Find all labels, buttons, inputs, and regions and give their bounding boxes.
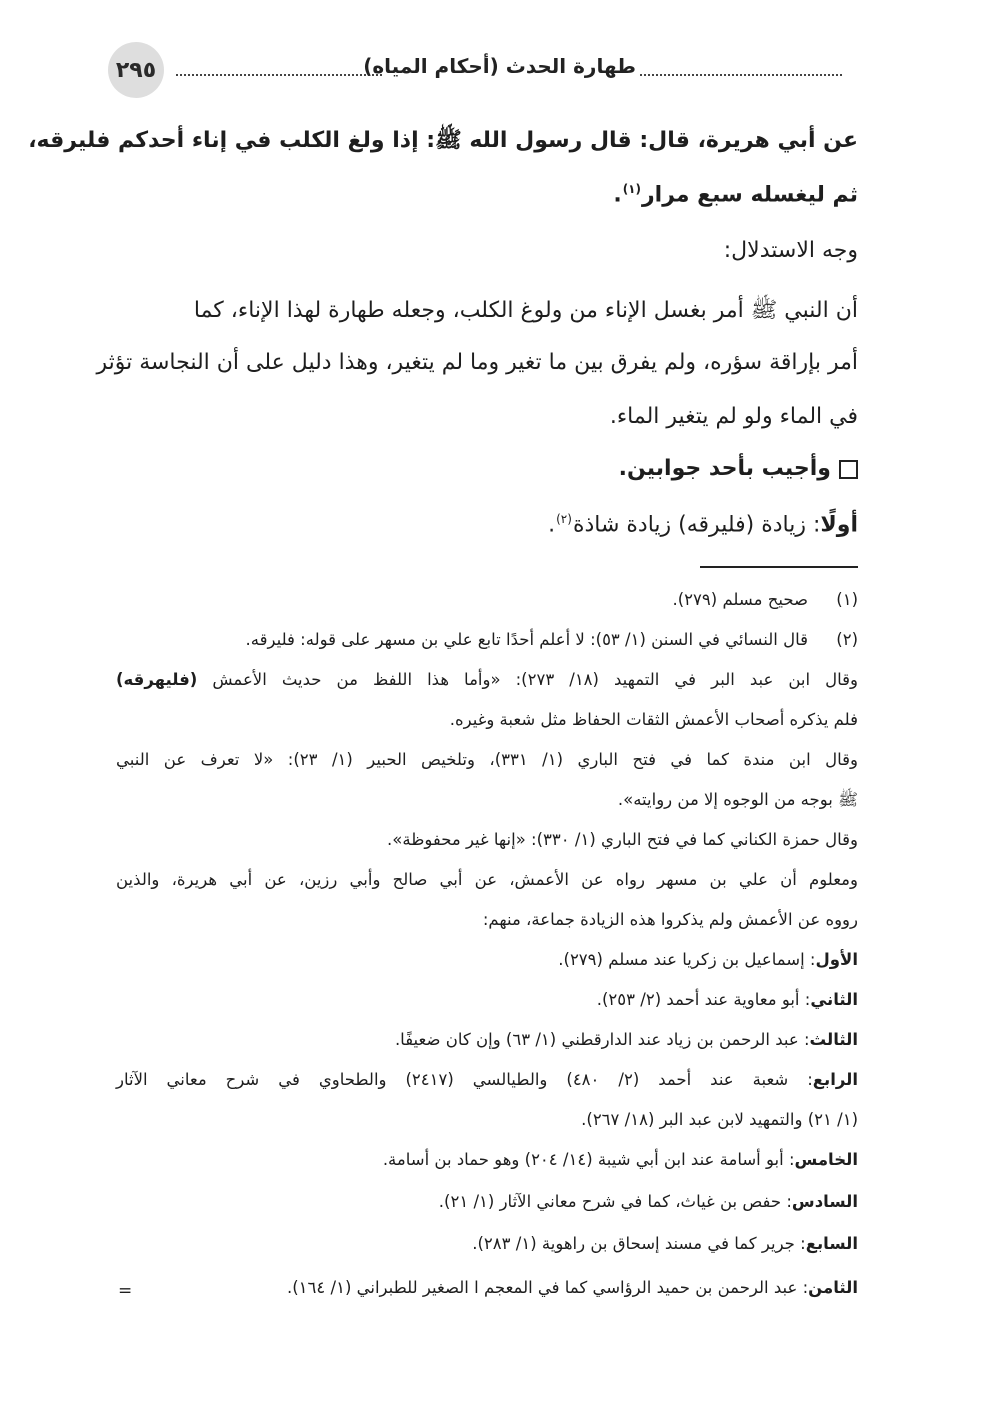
checkbox-square-icon [839, 460, 858, 479]
footnote-2-line-1: قال النسائي في السنن (١/ ٥٣): لا أعلم أحدًا تابع علي بن مسهر على قوله: فليرقه. [245, 630, 808, 649]
answer-heading-text: وأجيب بأحد جوابين. [618, 456, 831, 481]
narrator-list-item-2 [597, 990, 858, 1009]
narrator-text: : شعبة عند أحمد (٢/ ٤٨٠) والطيالسي (٢٤١٧) والطحاوي في شرح معاني الآثار [116, 1070, 813, 1089]
hadith-line-2 [613, 182, 858, 207]
footnote-2-line-6: وقال حمزة الكناني كما في فتح الباري (١/ ٣٣٠): «إنها غير محفوظة». [387, 830, 858, 849]
first-answer-label: أولًا [820, 512, 858, 538]
footnote-ref-1: (١) [622, 182, 641, 196]
footnote-separator [700, 566, 858, 568]
footnote-2-line-8: رووه عن الأعمش ولم يذكروا هذه الزيادة جماعة، منهم: [482, 910, 858, 929]
narrator-text: : حفص بن غياث، كما في شرح معاني الآثار (١/ ٢١). [438, 1192, 792, 1211]
narrator-label: الأول [815, 950, 858, 969]
footnote-2-line-2 [116, 670, 858, 689]
narrator-text: : عبد الرحمن بن زياد عند الدارقطني (١/ ٦٣) وإن كان ضعيفًا. [394, 1030, 810, 1049]
footnote-2-line-2-text: وقال ابن عبد البر في التمهيد (١٨/ ٢٧٣): «وأما هذا اللفظ من حديث الأعمش [212, 670, 859, 689]
footnote-1-text: صحيح مسلم (٢٧٩). [672, 590, 808, 609]
narrator-text: : أبو معاوية عند أحمد (٢/ ٢٥٣). [596, 990, 811, 1009]
period: . [613, 182, 622, 208]
continuation-mark: = [118, 1281, 133, 1301]
answer-heading [619, 456, 858, 481]
header-dotted-leader-right [640, 74, 842, 76]
footnote-2-bold-word: (فليهرقه) [116, 670, 198, 689]
first-answer [548, 512, 858, 537]
hadith-line-1: عن أبي هريرة، قال: قال رسول الله ﷺ: إذا ولغ الكلب في إناء أحدكم فليرقه، [28, 128, 858, 153]
narrator-label: السادس [791, 1192, 858, 1211]
narrator-list-item-1 [558, 950, 858, 969]
period: . [548, 512, 556, 538]
narrator-text: : عبد الرحمن بن حميد الرؤاسي كما في المعجم ا الصغير للطبراني (١/ ١٦٤). [286, 1278, 809, 1297]
narrator-label: الخامس [794, 1150, 858, 1169]
argument-line-2: أمر بإراقة سؤره، ولم يفرق بين ما تغير وما لم يتغير، وهذا دليل على أن النجاسة تؤثر [96, 350, 858, 375]
narrator-list-item-5 [383, 1150, 858, 1169]
narrator-label: الثامن [808, 1278, 858, 1297]
header-dotted-leader-left [176, 74, 382, 76]
narrator-text: : إسماعيل بن زكريا عند مسلم (٢٧٩). [558, 950, 816, 969]
argument-line-3: في الماء ولو لم يتغير الماء. [609, 404, 858, 429]
narrator-list-item-4-continued: (١/ ٢١) والتمهيد لابن عبد البر (١٨/ ٢٦٧). [581, 1110, 858, 1129]
footnote-ref-2: (٢) [556, 512, 572, 526]
narrator-list-item-7 [472, 1234, 858, 1253]
narrator-list-item-8 [287, 1278, 858, 1297]
argument-line-1: أن النبي ﷺ أمر بغسل الإناء من ولوغ الكلب، وجعله طهارة لهذا الإناء، كما [193, 298, 858, 323]
narrator-label: الرابع [812, 1070, 858, 1089]
istidlal-heading: وجه الاستدلال: [723, 238, 858, 263]
footnote-2-number: (٢) [836, 630, 858, 649]
narrator-text: : جرير كما في مسند إسحاق بن راهوية (١/ ٢٨٣). [472, 1234, 806, 1253]
footnote-2-line-7: ومعلوم أن علي بن مسهر رواه عن الأعمش، عن أبي صالح وأبي رزين، عن أبي هريرة، والذين [116, 870, 858, 889]
narrator-label: السابع [805, 1234, 858, 1253]
narrator-text: : أبو أسامة عند ابن أبي شيبة (١٤/ ٢٠٤) وهو حماد بن أسامة. [382, 1150, 795, 1169]
hadith-line-2-text: ثم ليغسله سبع مرار [641, 182, 858, 208]
narrator-list-item-6 [439, 1192, 858, 1211]
footnote-2-line-3: فلم يذكره أصحاب الأعمش الثقات الحفاظ مثل شعبة وغيره. [449, 710, 858, 729]
narrator-label: الثالث [809, 1030, 858, 1049]
running-title: طهارة الحدث (أحكام المياه) [363, 54, 636, 78]
narrator-label: الثاني [810, 990, 858, 1009]
footnote-2-line-5: ﷺ بوجه من الوجوه إلا من روايته». [617, 790, 858, 809]
first-answer-text: : زيادة (فليرقه) زيادة شاذة [572, 512, 821, 538]
footnote-1-number: (١) [836, 590, 858, 609]
page-number-badge: ٢٩٥ [108, 42, 164, 98]
narrator-list-item-4 [116, 1070, 858, 1089]
narrator-list-item-3 [395, 1030, 858, 1049]
footnote-2-line-4: وقال ابن مندة كما في فتح الباري (١/ ٣٣١)، وتلخيص الحبير (١/ ٢٣): «لا تعرف عن النبي [116, 750, 858, 769]
